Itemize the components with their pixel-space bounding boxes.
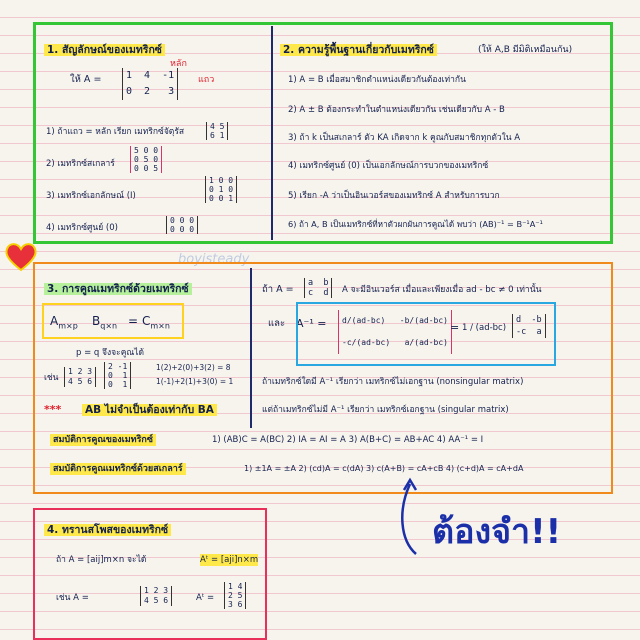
formula-c-symbol: C (142, 314, 151, 328)
zero-matrix-example: 0 0 0 0 0 0 (166, 216, 198, 234)
s2-item-3: 3) ถ้า k เป็นสเกลาร์ ตัว KA เกิดจาก k คูณกับสมาชิกทุกตัวใน A (288, 133, 521, 143)
formula-a (50, 315, 78, 332)
inverse-matrix-a: a b c d (304, 278, 332, 298)
formula-c (142, 315, 170, 332)
matrix-a: 1 4 -1 0 2 3 (122, 68, 178, 100)
inverse-given: ถ้า A = (262, 284, 294, 295)
s1-item-2: 2) เมทริกซ์สเกลาร์ (46, 159, 115, 169)
inverse-scalar: 1 / (ad-bc) (462, 323, 507, 333)
matrix-mult-properties: 1) (AB)C = A(BC) 2) IA = AI = A 3) A(B+C) = AB+AC 4) AA⁻¹ = I (212, 435, 484, 445)
section-1-title: 1. สัญลักษณ์ของเมทริกซ์ (44, 44, 165, 56)
scalar-matrix-example: 5 0 0 0 5 0 0 0 5 (130, 146, 162, 173)
column-label: หลัก (170, 59, 187, 69)
example-label: เช่น (44, 373, 59, 383)
example-calc-1: 1(2)+2(0)+3(2) = 8 (156, 363, 231, 372)
s1-item-1: 1) ถ้าแถว = หลัก เรียก เมทริกซ์จัตุรัส (46, 127, 185, 137)
pq-condition: p = q จึงจะคูณได้ (76, 348, 145, 358)
formula-b (92, 315, 117, 332)
section-divider-3 (250, 268, 252, 428)
s2-item-1: 1) A = B เมื่อสมาชิกตำแหน่งเดียวกันต้องเท่ากัน (288, 75, 466, 85)
s2-item-4: 4) เมทริกซ์ศูนย์ (0) เป็นเอกลักษณ์การบวกของเมทริกซ์ (288, 161, 489, 171)
s1-item-4: 4) เมทริกซ์ศูนย์ (0) (46, 223, 118, 233)
inverse-condition: A จะมีอินเวอร์ส เมื่อและเพียงเมื่อ ad - bc ≠ 0 เท่านั้น (342, 285, 542, 295)
warning-stars: *** (44, 403, 62, 416)
s1-item-3: 3) เมทริกซ์เอกลักษณ์ (I) (46, 191, 136, 201)
transpose-example-t-label: Aᵗ = (196, 593, 215, 603)
singular-note: แต่ถ้าเมทริกซ์ไม่มี A⁻¹ เรียกว่า เมทริกซ์เอกฐาน (singular matrix) (262, 405, 509, 415)
inverse-equals: = (450, 321, 460, 334)
inverse-adjugate-matrix: d -b -c a (512, 314, 546, 338)
nonsingular-note: ถ้าเมทริกซ์ใดมี A⁻¹ เรียกว่า เมทริกซ์ไม่เอกฐาน (nonsingular matrix) (262, 377, 524, 387)
section-divider-1-2 (271, 26, 273, 240)
inverse-fraction-matrix: d/(ad-bc) -b/(ad-bc) -c/(ad-bc) a/(ad-bc) (338, 310, 452, 354)
row-label: แถว (198, 75, 215, 85)
square-matrix-example: 4 5 6 1 (206, 122, 228, 140)
transpose-example-label: เช่น A = (56, 593, 89, 603)
transpose-definition: ถ้า A = [aij]m×n จะได้ (56, 555, 147, 565)
transpose-example-t-matrix: 1 4 2 5 3 6 (224, 582, 246, 609)
matrix-a-given: ให้ A = (70, 74, 102, 85)
example-calc-2: 1(-1)+2(1)+3(0) = 1 (156, 377, 234, 386)
must-remember-callout: ต้องจำ!! (432, 512, 562, 552)
section-4-title: 4. ทรานสโพสของเมทริกซ์ (44, 524, 171, 536)
s2-item-2: 2) A ± B ต้องกระทำในตำแหน่งเดียวกัน เช่นเดียวกับ A - B (288, 105, 505, 115)
section-2-title: 2. ความรู้พื้นฐานเกี่ยวกับเมทริกซ์ (280, 44, 437, 56)
s2-item-6: 6) ถ้า A, B เป็นเมทริกซ์ที่หาตัวผกผันการคูณได้ พบว่า (AB)⁻¹ = B⁻¹A⁻¹ (288, 219, 543, 229)
formula-a-dimension: m×p (58, 321, 78, 331)
scalar-mult-properties: 1) ±1A = ±A 2) (cd)A = c(dA) 3) c(A+B) = cA+cB 4) (c+d)A = cA+dA (244, 464, 524, 473)
identity-matrix-example: 1 0 0 0 1 0 0 0 1 (205, 176, 237, 203)
formula-c-dimension: m×n (150, 321, 170, 331)
watermark: boyisteady (178, 252, 250, 267)
formula-equals: = (128, 314, 139, 328)
transpose-result: Aᵗ = [aji]n×m (200, 555, 259, 565)
matrix-mult-properties-label: สมบัติการคูณของเมทริกซ์ (50, 434, 156, 446)
ab-not-commutative-note: AB ไม่จำเป็นต้องเท่ากับ BA (82, 404, 217, 416)
s2-item-5: 5) เรียก -A ว่าเป็นอินเวอร์สของเมทริกซ์ A สำหรับการบวก (288, 191, 500, 201)
section-3-title: 3. การคูณเมทริกซ์ด้วยเมทริกซ์ (44, 283, 192, 295)
scalar-mult-properties-label: สมบัติการคูณเมทริกซ์ด้วยสเกลาร์ (50, 463, 186, 475)
example-matrix-1: 1 2 3 4 5 6 (64, 367, 96, 387)
formula-a-symbol: A (50, 314, 59, 328)
inverse-lhs: A⁻¹ = (296, 317, 327, 330)
transpose-example-matrix: 1 2 3 4 5 6 (140, 586, 172, 606)
example-matrix-2: 2 -1 0 1 0 1 (104, 362, 131, 389)
inverse-and: และ (268, 318, 286, 329)
formula-b-symbol: B (92, 314, 101, 328)
section-2-title-note: (ให้ A,B มีมิติเหมือนกัน) (478, 45, 573, 55)
formula-b-dimension: q×n (100, 321, 118, 331)
